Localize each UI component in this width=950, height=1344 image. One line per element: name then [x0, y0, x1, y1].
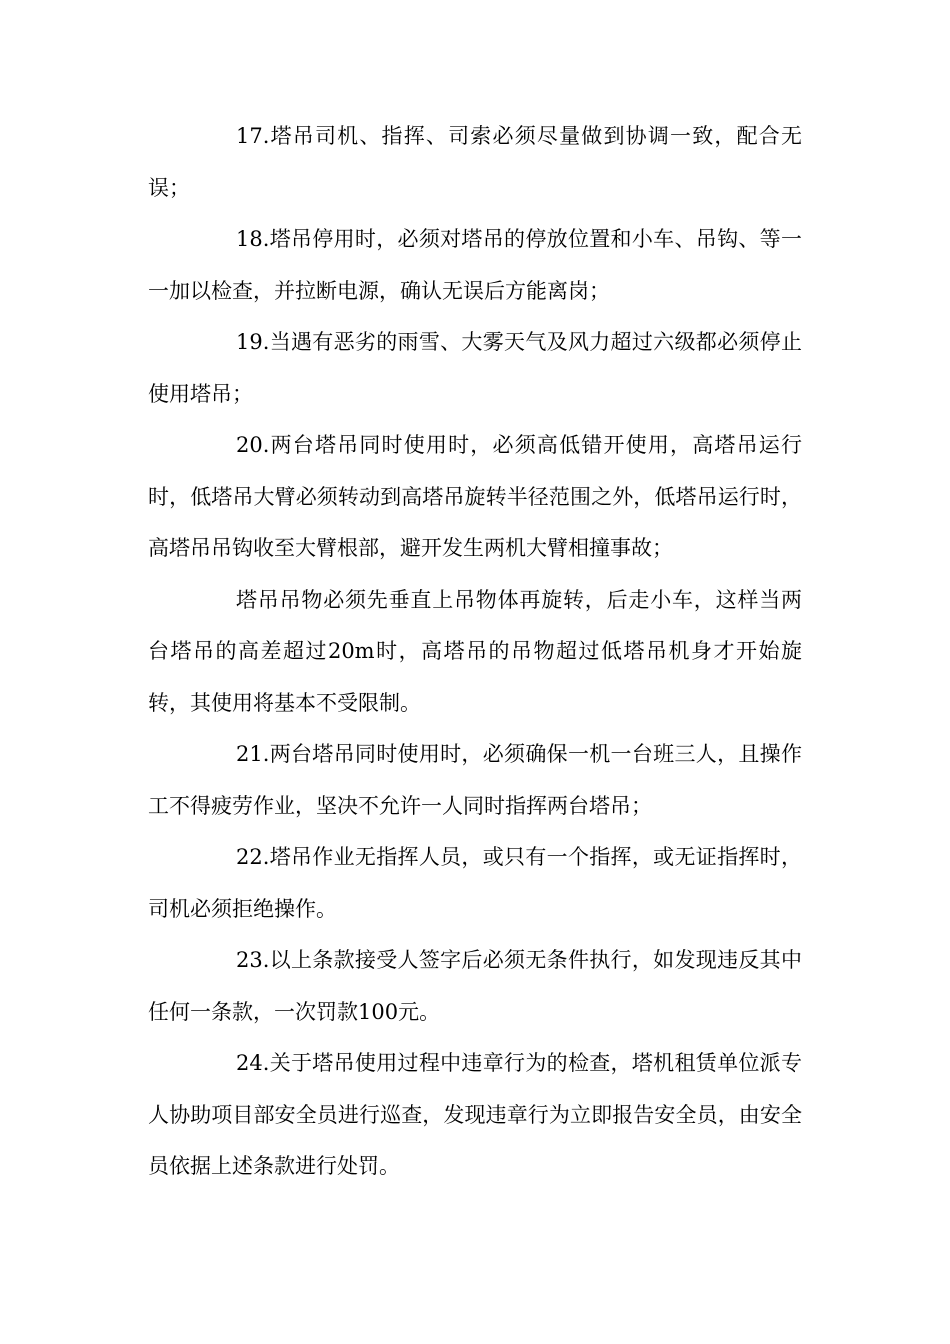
paragraph-18: 18.塔吊停用时，必须对塔吊的停放位置和小车、吊钩、等一一加以检查，并拉断电源，确认无误后方能离岗； [148, 227, 802, 303]
paragraph-22: 22.塔吊作业无指挥人员，或只有一个指挥，或无证指挥时，司机必须拒绝操作。 [148, 845, 802, 921]
paragraph-23: 23.以上条款接受人签字后必须无条件执行，如发现违反其中任何一条款，一次罚款100元。 [148, 948, 802, 1024]
paragraph-19: 19.当遇有恶劣的雨雪、大雾天气及风力超过六级都必须停止使用塔吊； [148, 330, 802, 406]
paragraph-21: 21.两台塔吊同时使用时，必须确保一机一台班三人，且操作工不得疲劳作业，坚决不允许一人同时指挥两台塔吊； [148, 742, 802, 818]
paragraph-20: 20.两台塔吊同时使用时，必须高低错开使用，高塔吊运行时，低塔吊大臂必须转动到高塔吊旋转半径范围之外，低塔吊运行时，高塔吊吊钩收至大臂根部，避开发生两机大臂相撞事故； [148, 433, 802, 560]
paragraph-20-note: 塔吊吊物必须先垂直上吊物体再旋转，后走小车，这样当两台塔吊的高差超过20m时，高塔吊的吊物超过低塔吊机身才开始旋转，其使用将基本不受限制。 [148, 587, 802, 715]
document-body [148, 111, 802, 1193]
paragraph-24: 24.关于塔吊使用过程中违章行为的检查，塔机租赁单位派专人协助项目部安全员进行巡查，发现违章行为立即报告安全员，由安全员依据上述条款进行处罚。 [148, 1051, 802, 1178]
paragraph-17: 17.塔吊司机、指挥、司索必须尽量做到协调一致，配合无误； [148, 124, 802, 200]
